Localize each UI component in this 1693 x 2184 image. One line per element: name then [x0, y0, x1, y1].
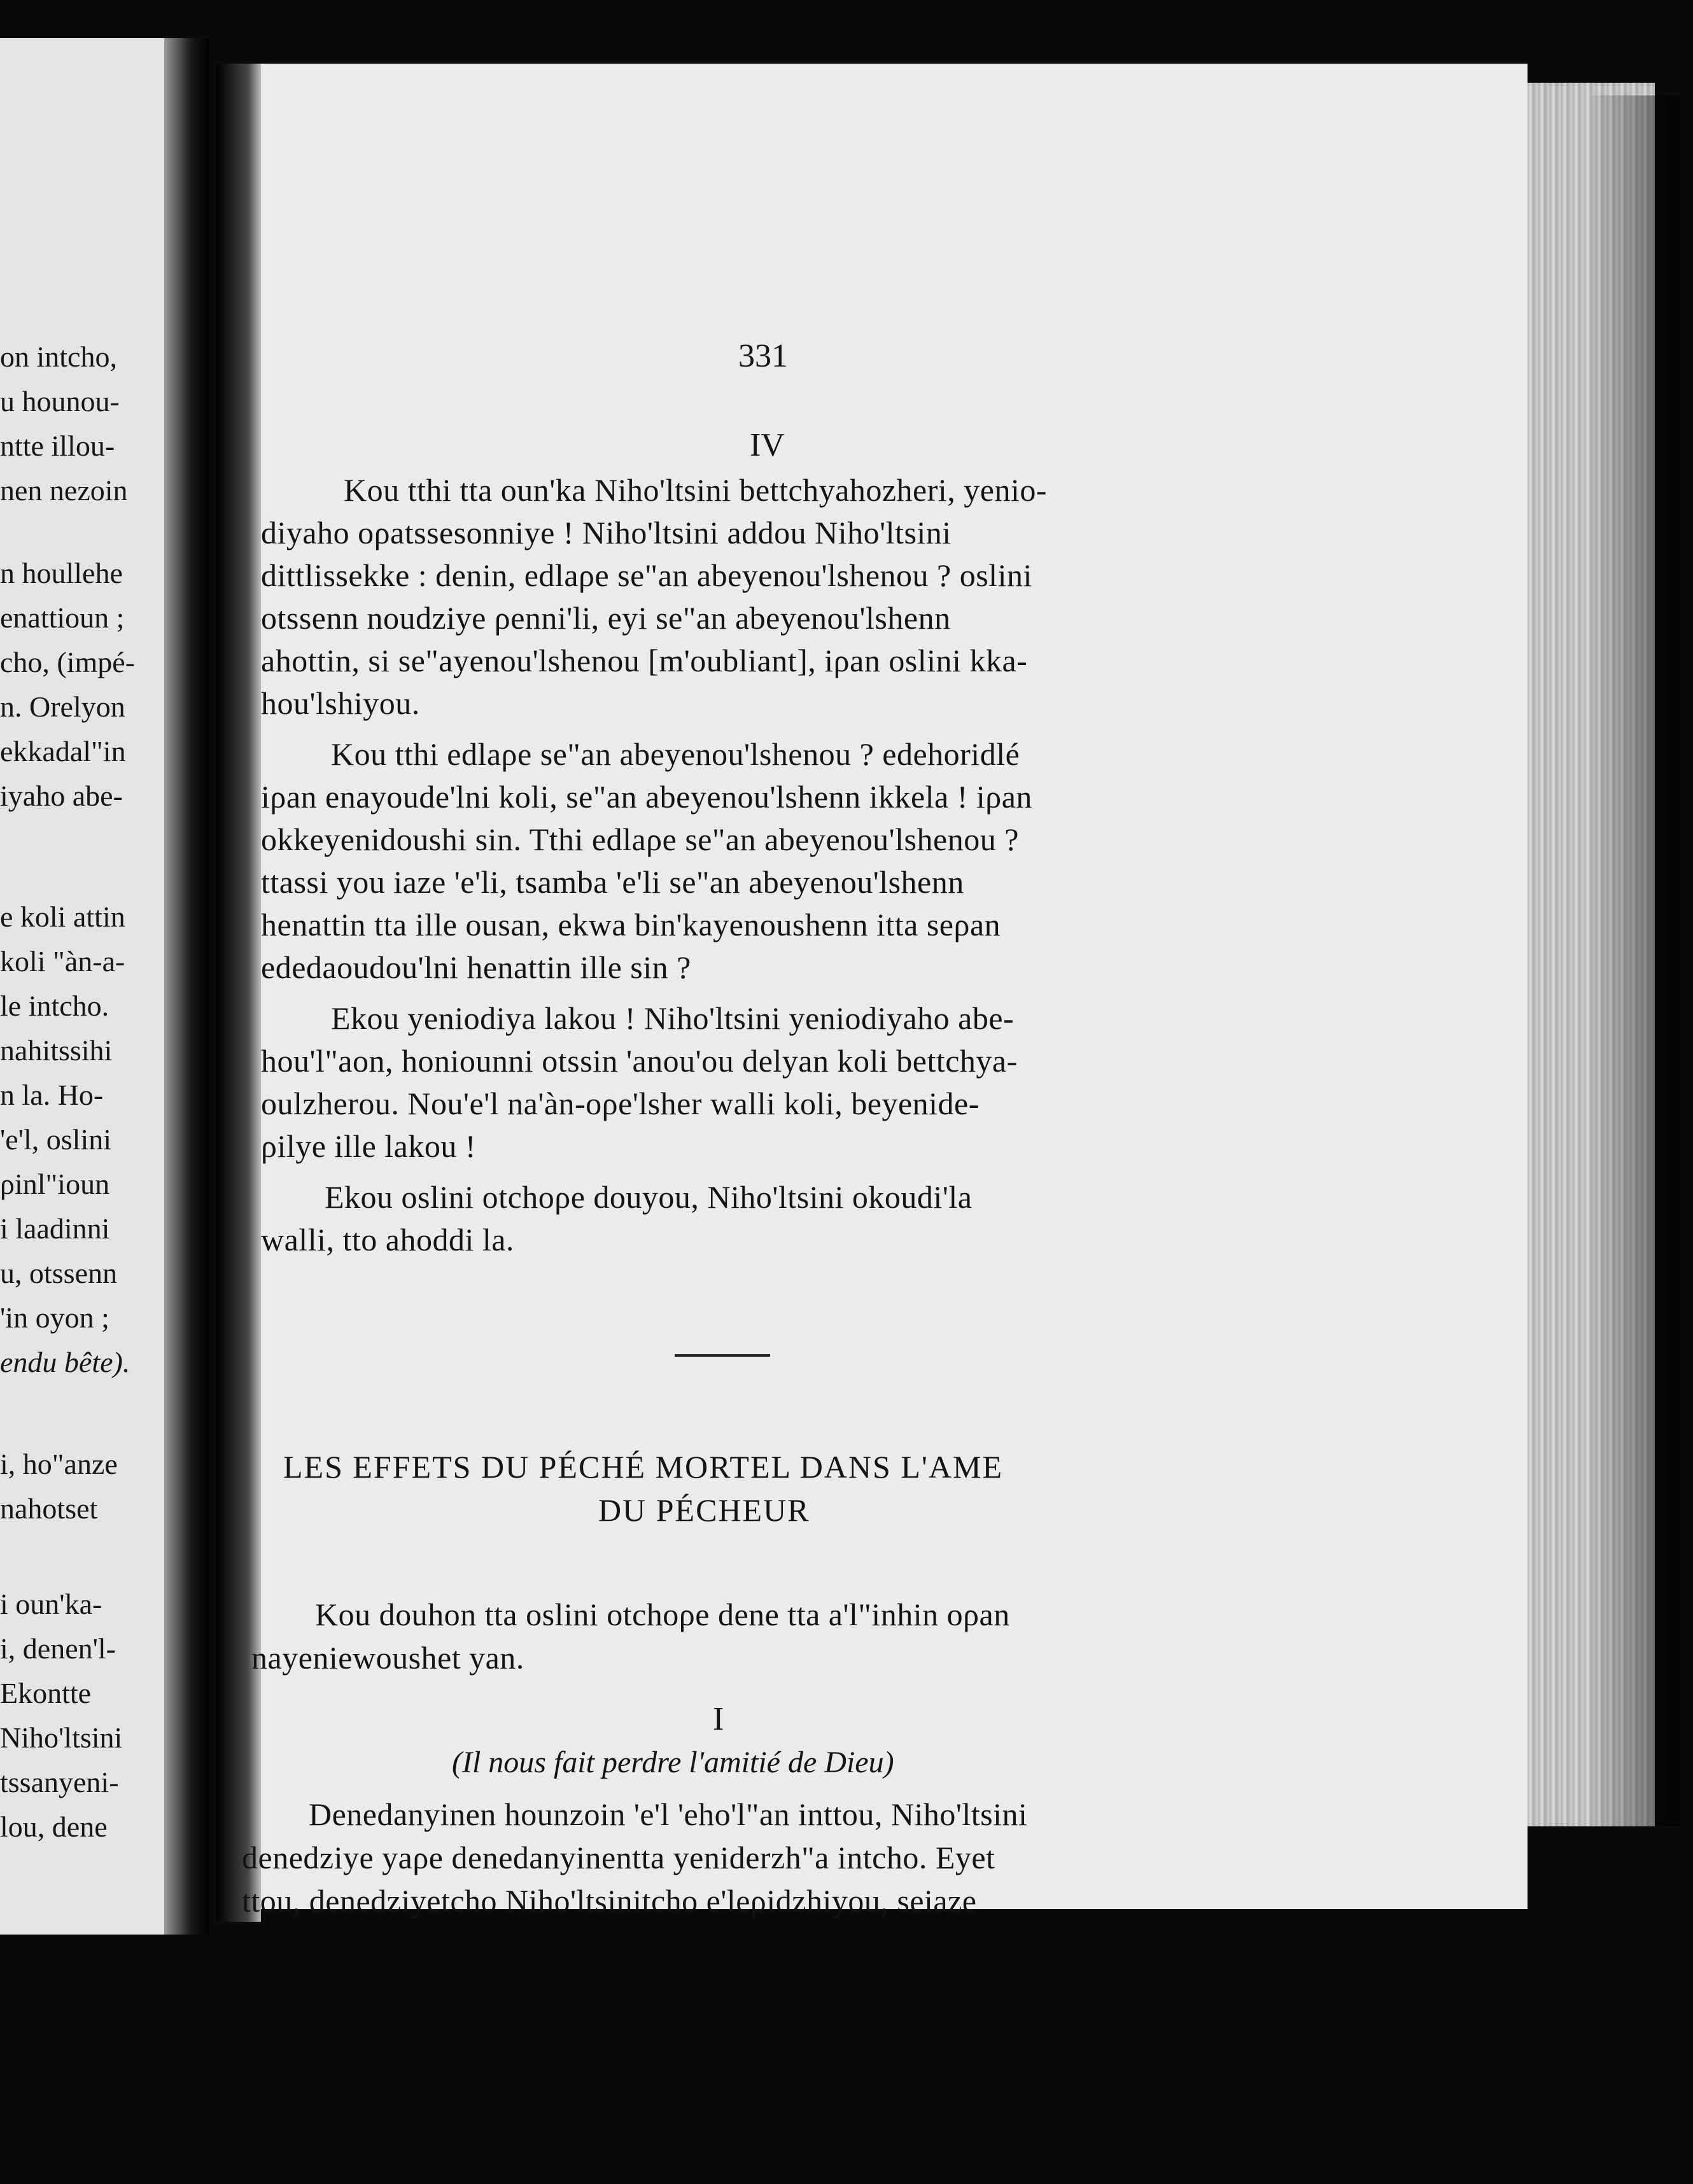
previous-page-line: nahotset — [0, 1492, 98, 1525]
previous-page-line: koli "àn-a- — [0, 945, 125, 977]
text-line: ededaoudou'lni henattin ille sin ? — [261, 949, 691, 985]
previous-page-line: ρinl"ioun — [0, 1168, 110, 1200]
previous-page-line: 'e'l, oslini — [0, 1123, 112, 1156]
text-line: nayeniewoushet yan. — [251, 1640, 524, 1676]
text-line: otssenn noudziye ρenni'li, eyi se"an abeyenou'lshenn — [261, 600, 951, 636]
current-page — [255, 64, 1528, 1909]
book-gutter — [164, 38, 209, 1935]
previous-page-line: 'in oyon ; — [0, 1301, 109, 1334]
previous-page-line: Ekontte — [0, 1677, 92, 1709]
text-line: Kou tthi edlaρe se"an abeyenou'lshenou ? edehoridlé — [331, 736, 1020, 772]
text-line: walli, tto ahoddi la. — [261, 1222, 514, 1257]
previous-page-line: e koli attin — [0, 900, 125, 933]
text-line: hou'l"aon, honiounni otssin 'anou'ou delyan koli bettchya- — [261, 1043, 1018, 1079]
section-numeral-i: I — [713, 1701, 724, 1737]
previous-page-line: tssanyeni- — [0, 1766, 119, 1798]
text-line: Ekou yeniodiya lakou ! Niho'ltsini yeniodiyaho abe- — [331, 1000, 1015, 1036]
page-number: 331 — [738, 338, 788, 374]
chapter-title-line: LES EFFETS DU PÉCHÉ MORTEL DANS L'AME — [283, 1449, 1003, 1485]
previous-page-line: ekkadal"in — [0, 735, 126, 767]
section-numeral-iv: IV — [750, 427, 785, 463]
previous-page-line: n. Orelyon — [0, 690, 125, 723]
previous-page-line: lou, dene — [0, 1810, 108, 1843]
previous-page-line: n houllehe — [0, 557, 123, 589]
text-line: oulzherou. Nou'e'l na'àn-oρe'lsher walli koli, beyenide- — [261, 1086, 980, 1121]
previous-page-line: i, ho"anze — [0, 1448, 118, 1480]
previous-page-line: u hounou- — [0, 385, 120, 417]
previous-page-line: ntte illou- — [0, 430, 115, 462]
previous-page-line: enattioun ; — [0, 601, 125, 634]
text-line: henattin tta ille ousan, ekwa bin'kayenoushenn itta seρan — [261, 907, 1001, 942]
chapter-title-line: DU PÉCHEUR — [598, 1492, 810, 1528]
section-separator — [675, 1354, 770, 1357]
previous-page-line: i laadinni — [0, 1212, 110, 1245]
page-edges-shadow — [1591, 95, 1680, 1826]
text-line: hou'lshiyou. — [261, 685, 420, 721]
previous-page — [0, 38, 191, 1935]
section-subtitle: (Il nous fait perdre l'amitié de Dieu) — [452, 1746, 894, 1779]
text-line: Denedanyinen hounzoin 'e'l 'eho'l"an inttou, Niho'ltsini — [309, 1796, 1028, 1832]
text-line: Kou douhon tta oslini otchoρe dene tta a'l"inhin oρan — [315, 1597, 1010, 1632]
previous-page-line: i, denen'l- — [0, 1632, 116, 1665]
previous-page-line: iyaho abe- — [0, 780, 123, 812]
previous-page-line: endu bête). — [0, 1346, 130, 1378]
previous-page-line: u, otssenn — [0, 1257, 117, 1289]
previous-page-line: Niho'ltsini — [0, 1721, 123, 1754]
previous-page-line: n la. Ho- — [0, 1079, 104, 1111]
previous-page-line: cho, (impé- — [0, 646, 136, 678]
text-line: Kou tthi tta oun'ka Niho'ltsini bettchyahozheri, yenio- — [344, 472, 1048, 508]
text-line: ttou, denedziyetcho Niho'ltsinitcho e'leρidzhiyou, seiaze — [242, 1883, 977, 1919]
text-line: Ekou oslini otchoρe douyou, Niho'ltsini okoudi'la — [325, 1179, 973, 1215]
text-line: denedziye yaρe denedanyinentta yeniderzh"a intcho. Eyet — [242, 1840, 995, 1875]
previous-page-line: nen nezoin — [0, 474, 128, 507]
text-line: ρilye ille lakou ! — [261, 1128, 477, 1164]
previous-page-line: on intcho, — [0, 340, 117, 373]
previous-page-line: nahitssihi — [0, 1034, 113, 1067]
previous-page-line: i oun'ka- — [0, 1588, 102, 1620]
text-line: iρan enayoude'lni koli, se"an abeyenou'lshenn ikkela ! iρan — [261, 779, 1032, 815]
text-line: ttassi you iaze 'e'li, tsamba 'e'li se"an abeyenou'lshenn — [261, 864, 964, 900]
text-line: diyaho oρatssesonniye ! Niho'ltsini addou Niho'ltsini — [261, 515, 952, 550]
text-line: dittlissekke : denin, edlaρe se"an abeyenou'lshenou ? oslini — [261, 557, 1032, 593]
text-line: okkeyenidoushi sin. Tthi edlaρe se"an abeyenou'lshenou ? — [261, 822, 1019, 857]
previous-page-line: le intcho. — [0, 990, 109, 1022]
text-line: ahottin, si se"ayenou'lshenou [m'oubliant], iρan oslini kka- — [261, 643, 1028, 678]
